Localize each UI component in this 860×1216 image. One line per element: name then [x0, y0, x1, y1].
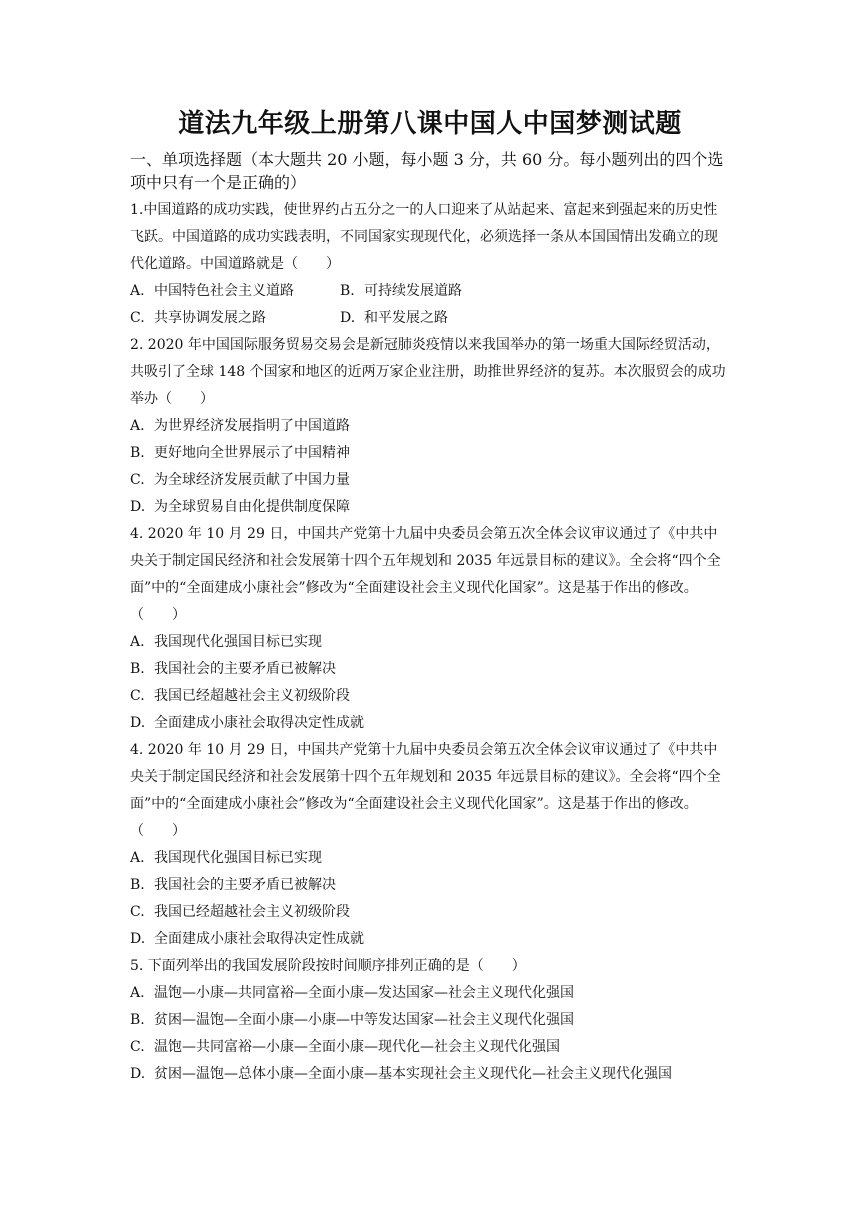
option-c: C. 我国已经超越社会主义初级阶段 [130, 904, 350, 920]
option-c: C. 温饱—共同富裕—小康—全面小康—现代化—社会主义现代化强国 [130, 1039, 560, 1055]
option-a: A. 我国现代化强国目标已实现 [130, 850, 322, 866]
option-d: D. 和平发展之路 [340, 310, 448, 326]
option-list [130, 278, 730, 332]
option-d: D. 贫困—温饱—总体小康—全面小康—基本实现社会主义现代化—社会主义现代化强国 [130, 1066, 672, 1082]
option-b: B. 贫困—温饱—全面小康—小康—中等发达国家—社会主义现代化强国 [130, 1012, 574, 1028]
option-b: B. 我国社会的主要矛盾已被解决 [130, 661, 336, 677]
option-a: A. 温饱—小康—共同富裕—全面小康—发达国家—社会主义现代化强国 [130, 985, 574, 1001]
option-a: A. 为世界经济发展指明了中国道路 [130, 418, 350, 434]
option-d: D. 全面建成小康社会取得决定性成就 [130, 931, 364, 947]
option-b: B. 我国社会的主要矛盾已被解决 [130, 877, 336, 893]
document-body [130, 148, 730, 1088]
question-4 [130, 521, 730, 737]
option-list [130, 980, 730, 1088]
option-c: C. 为全球经济发展贡献了中国力量 [130, 472, 350, 488]
option-list [130, 413, 730, 521]
option-a: A. 我国现代化强国目标已实现 [130, 634, 322, 650]
option-c: C. 共享协调发展之路 [130, 310, 266, 326]
option-list [130, 845, 730, 953]
question-stem: 4. 2020 年 10 月 29 日，中国共产党第十九届中央委员会第五次全体会议审议通过了《中共中央关于制定国民经济和社会发展第十四个五年规划和 2035 年远景目标的建议》。全会将“四个全面”中的“全面建成小康社会”修改为“全面建设社会主义现代化国家”。这是基于作出的修改。（ ） [130, 526, 721, 623]
question-stem: 5. 下面列举出的我国发展阶段按时间顺序排列正确的是（ ） [130, 958, 526, 974]
option-c: C. 我国已经超越社会主义初级阶段 [130, 688, 350, 704]
question-1 [130, 197, 730, 332]
question-2 [130, 332, 730, 521]
option-d: D. 为全球贸易自由化提供制度保障 [130, 499, 350, 515]
question-stem: 2. 2020 年中国国际服务贸易交易会是新冠肺炎疫情以来我国举办的第一场重大国际经贸活动，共吸引了全球 148 个国家和地区的近两万家企业注册，助推世界经济的复苏。本次服贸会的成功举办（ ） [130, 337, 726, 407]
option-b: B. 可持续发展道路 [340, 283, 462, 299]
option-a: A. 中国特色社会主义道路 [130, 283, 294, 299]
option-d: D. 全面建成小康社会取得决定性成就 [130, 715, 364, 731]
question-4-repeat [130, 737, 730, 953]
section-heading: 一、单项选择题（本大题共 20 小题，每小题 3 分，共 60 分。每小题列出的四个选项中只有一个是正确的） [130, 150, 724, 192]
option-b: B. 更好地向全世界展示了中国精神 [130, 445, 350, 461]
question-stem: 1.中国道路的成功实践，使世界约占五分之一的人口迎来了从站起来、富起来到强起来的历史性飞跃。中国道路的成功实践表明，不同国家实现现代化，必须选择一条从本国国情出发确立的现代化道路。中国道路就是（ ） [130, 202, 718, 272]
option-list [130, 629, 730, 737]
question-stem: 4. 2020 年 10 月 29 日，中国共产党第十九届中央委员会第五次全体会议审议通过了《中共中央关于制定国民经济和社会发展第十四个五年规划和 2035 年远景目标的建议》。全会将“四个全面”中的“全面建成小康社会”修改为“全面建设社会主义现代化国家”。这是基于作出的修改。（ ） [130, 742, 721, 839]
page-title: 道法九年级上册第八课中国人中国梦测试题 [178, 109, 682, 139]
question-5 [130, 953, 730, 1088]
